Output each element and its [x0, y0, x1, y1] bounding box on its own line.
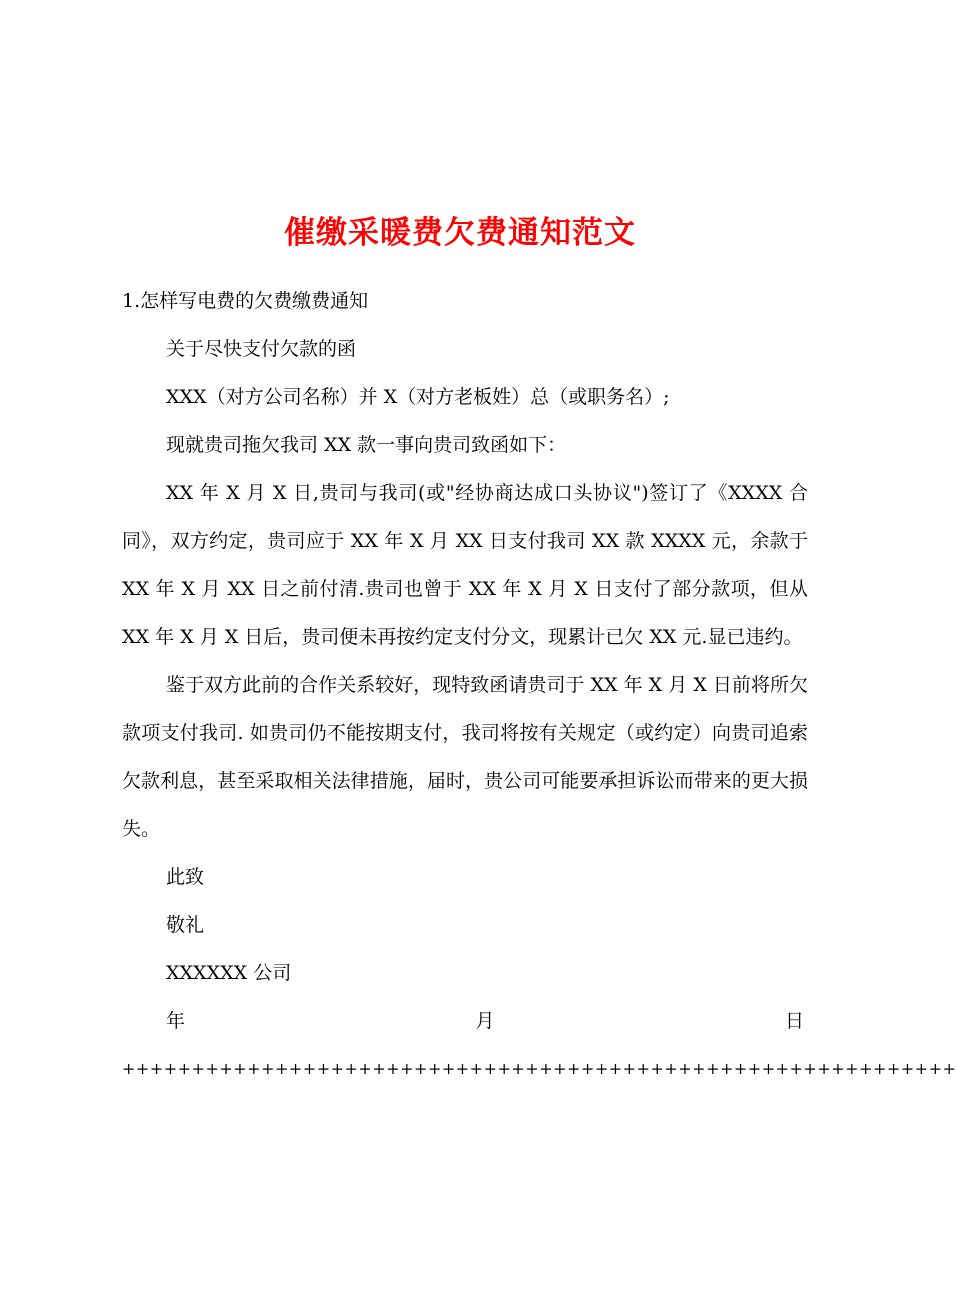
date-line — [122, 997, 808, 1045]
paragraph-contract-details: XX 年 X 月 X 日,贵司与我司(或"经协商达成口头协议")签订了《XXXX 合同》，双方约定，贵司应于 XX 年 X 月 XX 日支付我司 XX 款 XXXX 元，余款于 XX 年 X 月 XX 日之前付清.贵司也曾于 XX 年 X 月 X 日支付了部分款项，但从 XX 年 X 月 X 日后，贵司便未再按约定支付分文，现累计已欠 XX 元.显已违约。 — [122, 482, 808, 648]
paragraph-payment-request: 鉴于双方此前的合作关系较好，现特致函请贵司于 XX 年 X 月 X 日前将所欠款项支付我司. 如贵司仍不能按期支付，我司将按有关规定（或约定）向贵司追索欠款利息，甚至采取相关法律措施，届时，贵公司可能要承担诉讼而带来的更大损失。 — [122, 674, 808, 840]
letter-intro: 现就贵司拖欠我司 XX 款一事向贵司致函如下： — [166, 434, 567, 456]
document-body — [122, 277, 956, 1093]
letter-subject: 关于尽快支付欠款的函 — [166, 338, 357, 360]
document-title: 催缴采暖费欠费通知范文 — [284, 214, 636, 251]
plus-divider: ++++++++++++++++++++++++++++++++++++++++++++++++++++++++++++ — [122, 1059, 956, 1078]
date-year: 年 — [166, 1010, 186, 1032]
date-month: 月 — [475, 1010, 495, 1032]
date-day: 日 — [784, 1010, 804, 1032]
signature-company: XXXXXX 公司 — [166, 962, 292, 984]
closing-salute: 敬礼 — [166, 914, 205, 936]
salutation: XXX（对方公司名称）并 X（对方老板姓）总（或职务名）; — [166, 386, 670, 408]
section-heading: 1.怎样写电费的欠费缴费通知 — [122, 290, 369, 312]
closing-greeting: 此致 — [166, 866, 205, 888]
